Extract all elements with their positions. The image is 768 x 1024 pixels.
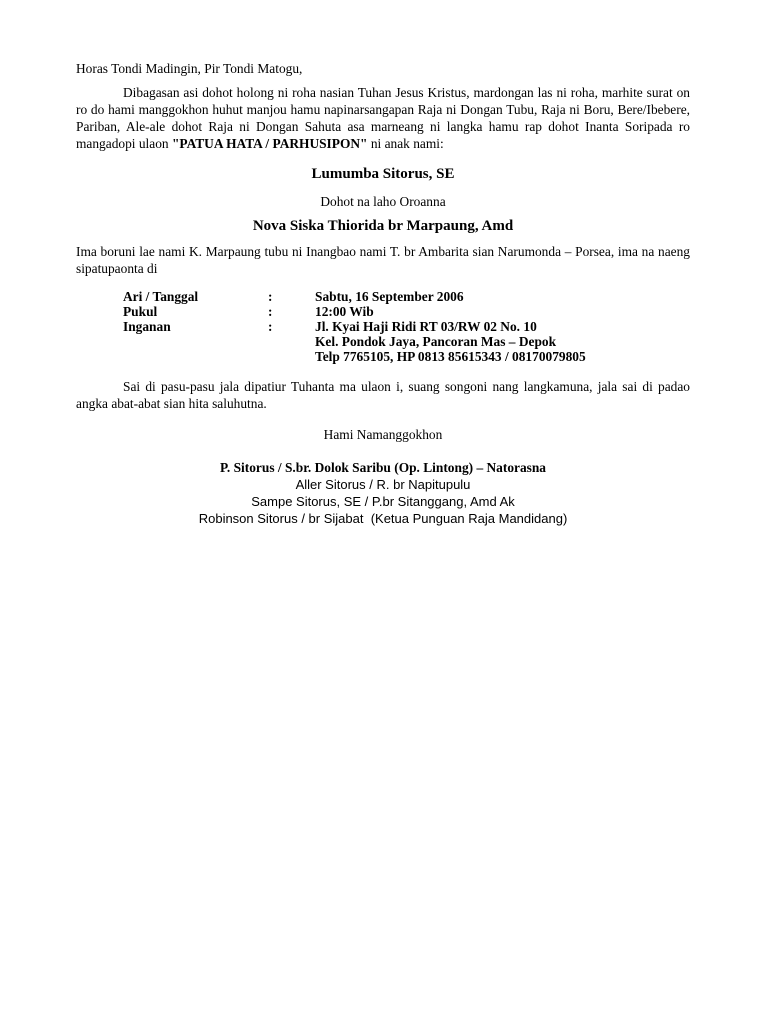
event-details: [123, 289, 586, 364]
detail-row-place: [123, 319, 586, 364]
detail-row-date: [123, 289, 586, 304]
event-name: "PATUA HATA / PARHUSIPON": [171, 136, 368, 151]
blessing-paragraph: Sai di pasu-pasu jala dipatiur Tuhanta ma ulaon i, suang songoni nang langkamuna, jala sai di padao angka abat-abat sian hita saluhutna.: [76, 379, 690, 411]
family-head: P. Sitorus / S.br. Dolok Saribu (Op. Lintong) – Natorasna: [219, 460, 547, 475]
bride-name: Nova Siska Thiorida br Marpaung, Amd: [252, 218, 514, 234]
invitation-text: Dibagasan asi dohot holong ni roha nasian Tuhan Jesus Kristus, mardongan las ni roha, marhite surat on ro do hami manggokhon huhut manjou hamu napinarsangapan Raja ni Dongan Tubu, Raja ni Boru, Bere/Ibebere, Pariban, Ale-ale dohot Raja ni Dongan Sahuta asa marneang ni langka hamu rap dohot Inanta Soripada ro mangadopi ulaon: [76, 85, 690, 151]
family-member: Aller Sitorus / R. br Napitupulu: [295, 477, 471, 492]
place-value: [315, 319, 586, 364]
greeting: Horas Tondi Madingin, Pir Tondi Matogu,: [76, 61, 303, 76]
groom-name: Lumumba Sitorus, SE: [311, 166, 455, 182]
time-label: Pukul: [123, 304, 158, 319]
colon: :: [268, 289, 273, 304]
place-label: Inganan: [123, 319, 171, 334]
colon: :: [268, 304, 273, 319]
family-member: Sampe Sitorus, SE / P.br Sitanggang, Amd Ak: [251, 494, 515, 509]
time-value: 12:00 Wib: [315, 304, 374, 319]
bride-parents-text: Ima boruni lae nami K. Marpaung tubu ni Inangbao nami T. br Ambarita sian Narumonda – Porsea, ima na naeng sipatupaonta di: [76, 244, 690, 276]
letter-page: [76, 60, 690, 527]
family-member: Robinson Sitorus / br Sijabat (Ketua Punguan Raja Mandidang): [198, 511, 568, 526]
invitation-text-end: ni anak nami:: [367, 136, 444, 151]
invitation-paragraph: [76, 84, 690, 152]
place-line: Kel. Pondok Jaya, Pancoran Mas – Depok: [315, 334, 557, 349]
date-value: Sabtu, 16 September 2006: [315, 289, 464, 304]
detail-row-time: [123, 304, 586, 319]
date-label: Ari / Tanggal: [123, 289, 199, 304]
place-line: Telp 7765105, HP 0813 85615343 / 08170079805: [315, 349, 586, 364]
colon: :: [268, 319, 273, 334]
closing-text: Hami Namanggokhon: [323, 427, 443, 442]
place-line: Jl. Kyai Haji Ridi RT 03/RW 02 No. 10: [315, 319, 537, 334]
conjunction-text: Dohot na laho Oroanna: [320, 194, 446, 209]
